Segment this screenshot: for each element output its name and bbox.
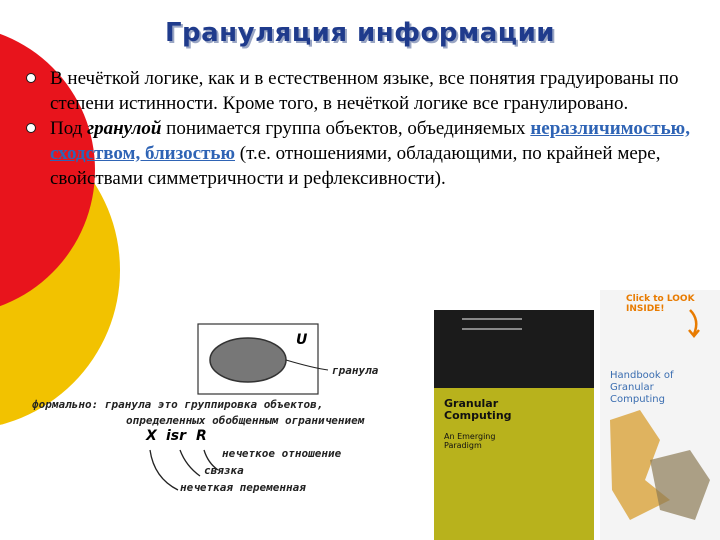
arrow-variable: [150, 450, 178, 490]
universe-label: U: [296, 332, 308, 348]
look-inside-banner: Click to LOOK INSIDE!: [626, 294, 695, 314]
bullet-text-1: В нечёткой логике, как и в естественном языке, все понятия градуированы по степени истинности. Кроме того, в нечёткой логике все гранулировано.: [50, 68, 679, 114]
bullet-text-2a: Под: [50, 118, 88, 139]
fuzzy-relation-label: нечеткое отношение: [222, 447, 342, 460]
formal-line-1: формально: гранула это группировка объектов,: [32, 398, 324, 411]
look-inside-arrow-icon: [686, 308, 706, 338]
bullet-circle-icon: [26, 123, 36, 133]
term-relations: неразличимостью, сходством, близостью: [50, 118, 690, 164]
bullet-item-2: [20, 116, 700, 191]
book-cover-handbook: [600, 290, 720, 540]
arrow-link: [180, 450, 200, 476]
book-cover-granular-computing: [434, 310, 594, 540]
bullet-text-2b: понимается группа объектов, объединяемых: [161, 118, 531, 139]
book1-top-stripes: [462, 318, 522, 330]
book1-title: Granular Computing: [444, 397, 512, 422]
book1-subtitle: An Emerging Paradigm: [444, 432, 496, 450]
book1-yellow-panel: [434, 388, 594, 540]
formal-line-2: определенных обобщенным ограничением: [126, 414, 365, 427]
bullet-text-2c: (т.е. отношениями, обладающими, по крайней мере, свойствами симметричности и рефлексивности).: [50, 143, 661, 189]
diagram-shapes: [28, 318, 448, 508]
bullet-circle-icon: [26, 73, 36, 83]
book2-illustration: [600, 400, 720, 540]
slide-title: Грануляция информации: [164, 18, 556, 48]
fuzzy-variable-label: нечеткая переменная: [180, 481, 306, 494]
term-granula: гранулой: [87, 118, 162, 139]
symbol-r: R: [196, 428, 207, 444]
bullet-list: [20, 66, 700, 191]
granule-pointer: [286, 360, 328, 370]
granule-diagram: [28, 318, 448, 508]
bullet-item-1: [20, 66, 700, 116]
book2-title: Handbook of Granular Computing: [610, 370, 674, 405]
link-label: связка: [204, 464, 244, 477]
symbol-isr: isr: [166, 428, 187, 444]
granule-ellipse: [210, 338, 286, 382]
granula-label: гранула: [332, 364, 379, 377]
symbol-x: X: [146, 428, 157, 444]
